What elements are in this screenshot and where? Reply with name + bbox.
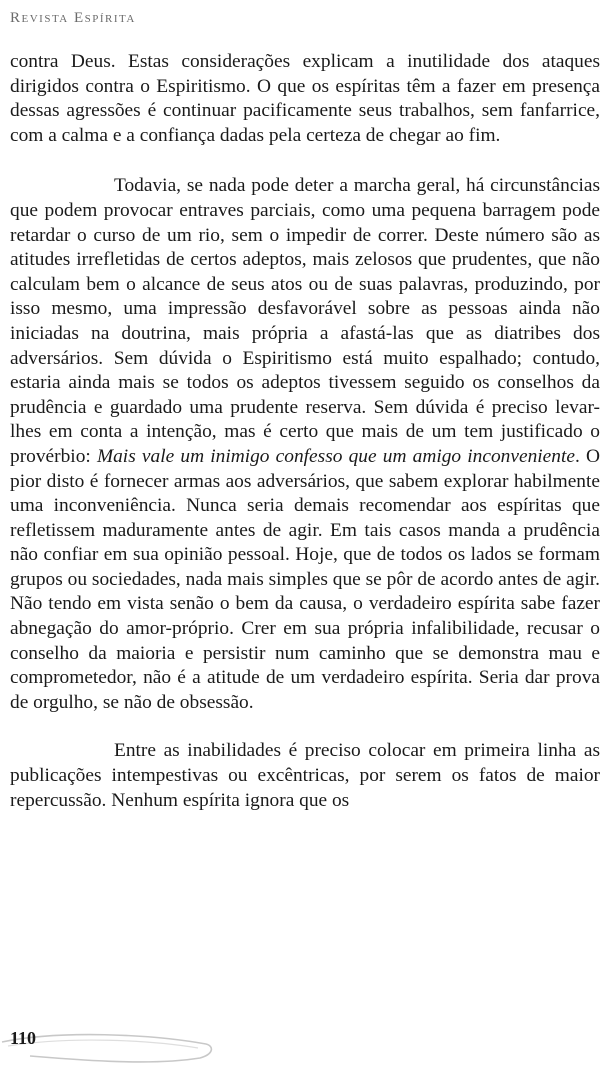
page-footer — [0, 1026, 607, 1066]
running-header: Revista Espírita — [10, 10, 136, 26]
paragraph-2-text-before: Todavia, se nada pode deter a marcha geral, há circunstâncias que podem provocar entraves parciais, como uma pequena barragem pode retardar o curso de um rio, sem o impedir de correr. Deste número são as atitudes irrefletidas de certos adeptos, mais zelosos que prudentes, que não calculam bem o alcance de seus atos ou de suas palavras, produzindo, por isso mesmo, uma impressão desfavorável sobre as pessoas ainda não iniciadas na doutrina, mais própria a afastá-las que as diatribes dos adversários. Sem dúvida o Espiritismo está muito espalhado; contudo, estaria ainda mais se todos os adeptos tivessem seguido os conselhos da prudência e guardado uma prudente reserva. Sem dúvida é preciso levar-lhes em conta a intenção, mas é certo que mais de um tem justificado o provérbio: — [10, 175, 600, 467]
text-body — [10, 50, 600, 837]
paragraph-3: Entre as inabilidades é preciso colocar em primeira linha as publicações intempestivas ou excêntricas, por serem os fatos de maior repercussão. Nenhum espírita ignora que os — [10, 740, 600, 811]
paragraph-2 — [10, 174, 600, 715]
paragraph-2-text-after: . O pior disto é fornecer armas aos adversários, que sabem explorar habilmente uma inconveniência. Nunca seria demais recomendar aos espíritas que refletissem maduramente antes de agir. Em tais casos manda a prudência não confiar em sua opinião pessoal. Hoje, que de todos os lados se formam grupos ou sociedades, nada mais simples que se pôr de acordo antes de agir. Não tendo em vista senão o bem da causa, o verdadeiro espírita sabe fazer abnegação do amor-próprio. Crer em sua própria infalibilidade, recusar o conselho da maioria e persistir num caminho que se demonstra mau e comprometedor, não é a atitude de um verdadeiro espírita. Seria dar prova de orgulho, se não de obsessão. — [10, 445, 601, 713]
proverb-quote: Mais vale um inimigo confesso que um amigo inconveniente — [96, 445, 575, 467]
page-number: 110 — [10, 1028, 37, 1048]
paragraph-1: contra Deus. Estas considerações explicam a inutilidade dos ataques dirigidos contra o Espiritismo. O que os espíritas têm a fazer em presença dessas agressões é continuar pacificamente seus trabalhos, sem fanfarrice, com a calma e a confiança dadas pela certeza de chegar ao fim. — [10, 51, 600, 146]
